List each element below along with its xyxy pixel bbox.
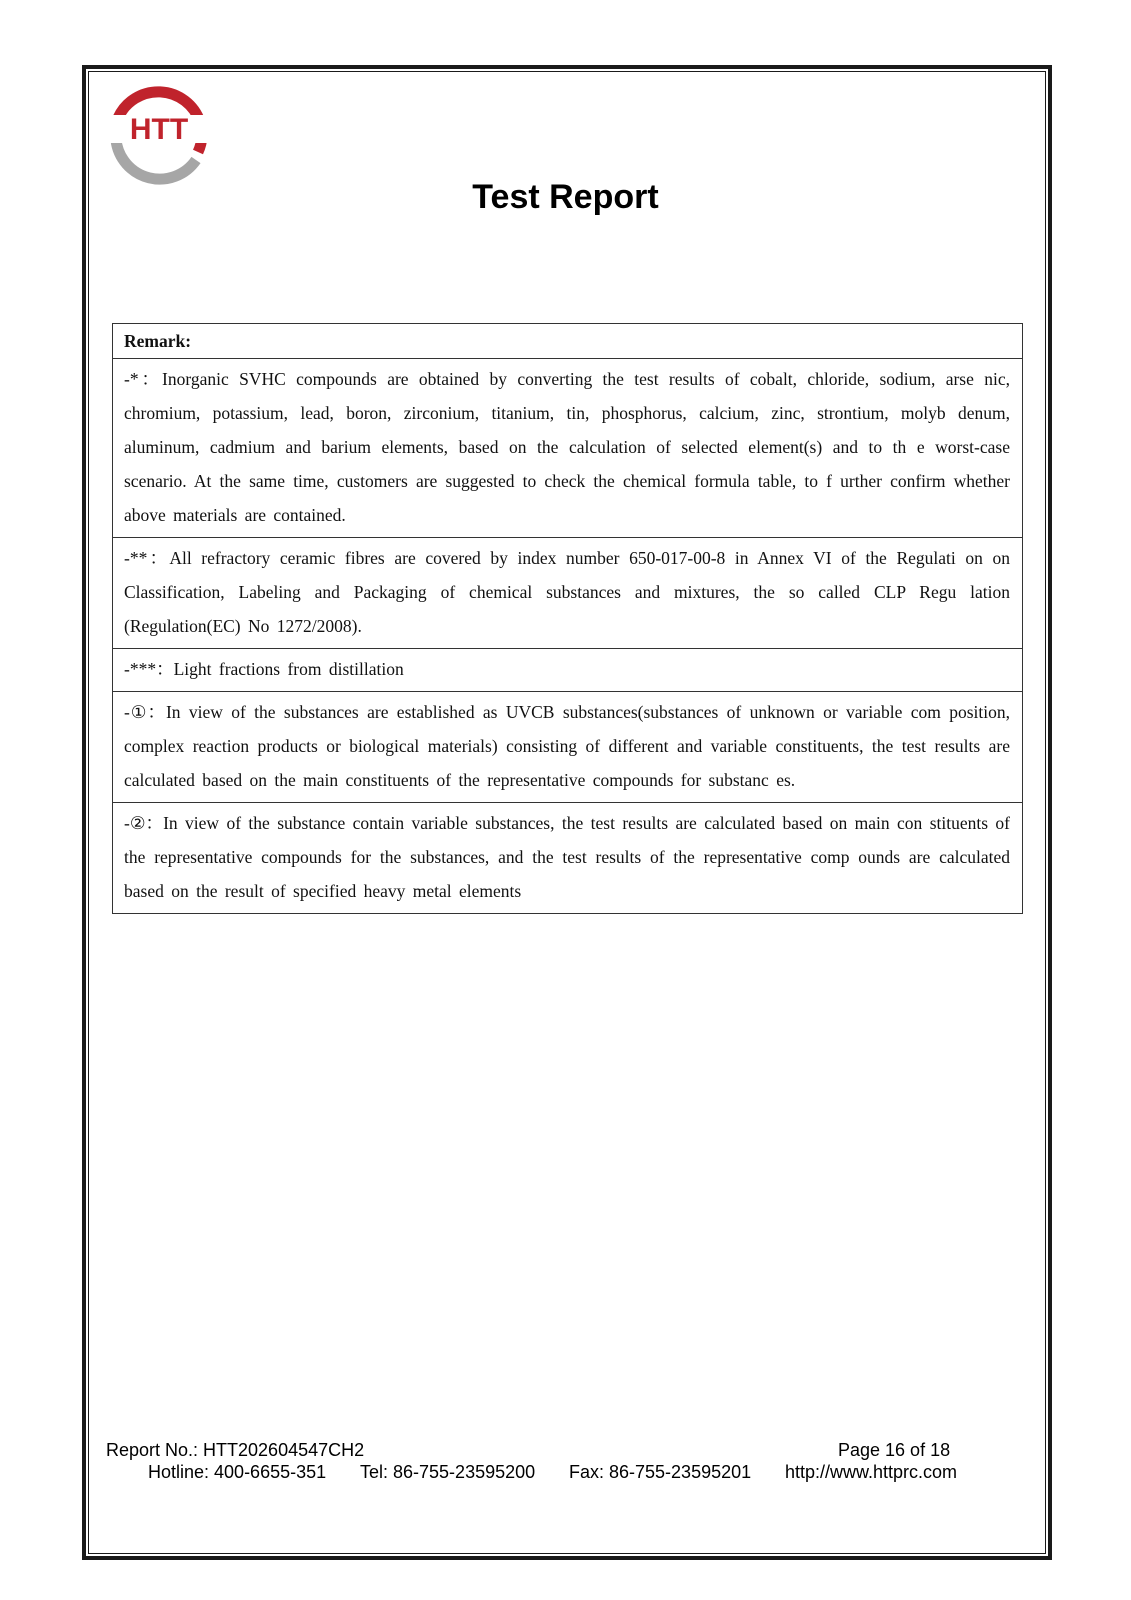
remark-heading-row xyxy=(113,324,1023,359)
remark-table xyxy=(112,323,1023,914)
page-number: Page 16 of 18 xyxy=(838,1440,951,1460)
report-number: Report No.: HTT202604547CH2 xyxy=(106,1440,365,1460)
remark-note-row xyxy=(113,359,1023,538)
remark-note-4: -①：In view of the substances are established as UVCB substances(substances of unknown or variable com position, complex reaction products or biological materials) consisting of different and variable constituents, the test results are calculated based on the main constituents of the representative compounds for substanc es. xyxy=(113,692,1023,803)
hotline: Hotline: 400-6655-351 xyxy=(148,1462,327,1482)
remark-heading: Remark: xyxy=(113,324,1023,359)
fax: Fax: 86-755-23595201 xyxy=(569,1462,752,1482)
remark-note-row xyxy=(113,649,1023,692)
logo-lettering: HTT xyxy=(129,113,189,146)
remark-note-2: -**：All refractory ceramic fibres are covered by index number 650-017-00-8 in Annex VI of the Regulati on on Classification, Labeling and Packaging of chemical substances and mixtures, the so called CLP Regu lation (Regulation(EC) No 1272/2008). xyxy=(113,538,1023,649)
remark-note-1: -*：Inorganic SVHC compounds are obtained by converting the test results of cobalt, chloride, sodium, arse nic, chromium, potassium, lead, boron, zirconium, titanium, tin, phosphorus, calcium, zinc, strontium, molyb denum, aluminum, cadmium and barium elements, based on the calculation of selected element(s) and to th e worst-case scenario. At the same time, customers are suggested to check the chemical formula table, to f urther confirm whether above materials are contained. xyxy=(113,359,1023,538)
remark-note-3: -***：Light fractions from distillation xyxy=(113,649,1023,692)
remark-note-5: -②：In view of the substance contain variable substances, the test results are calculated based on main con stituents of the representative compounds for the substances, and the test results of the representative comp ounds are calculated based on the result of specified heavy metal elements xyxy=(113,803,1023,914)
remark-note-row xyxy=(113,692,1023,803)
remark-note-row xyxy=(113,538,1023,649)
page-title: Test Report xyxy=(472,178,659,216)
htt-logo xyxy=(104,78,214,188)
website: http://www.httprc.com xyxy=(785,1462,958,1482)
remark-note-row xyxy=(113,803,1023,914)
telephone: Tel: 86-755-23595200 xyxy=(360,1462,536,1482)
